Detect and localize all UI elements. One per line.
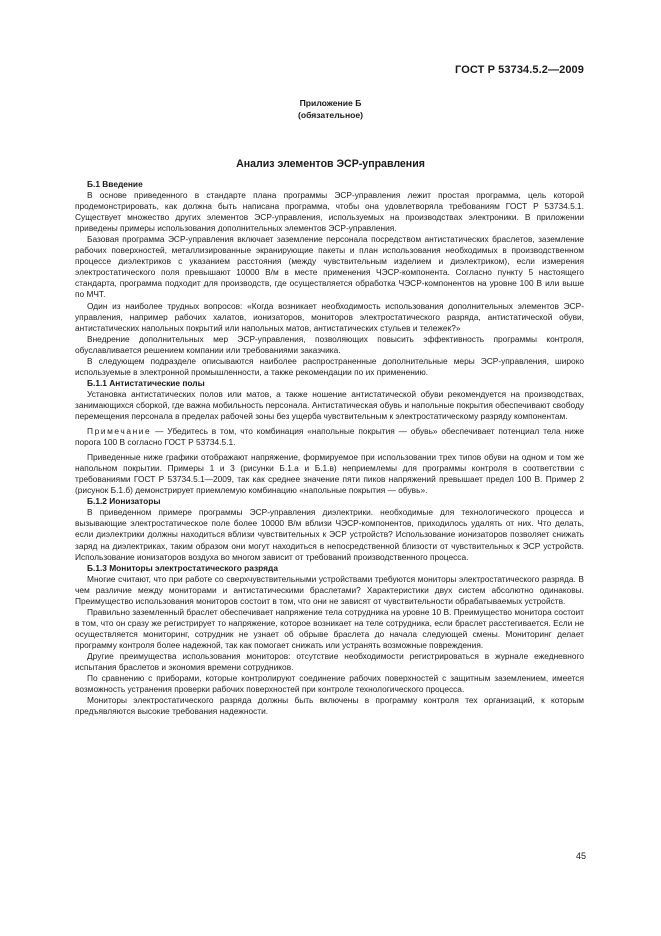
paragraph: Другие преимущества использования мониторов: отсутствие необходимости регистрироваться в журнале ежедневного испытания браслетов и экономия времени сотрудников.: [75, 650, 584, 673]
annex-label: Приложение Б: [299, 98, 362, 108]
standard-code: ГОСТ Р 53734.5.2—2009: [455, 64, 584, 76]
paragraph: В следующем подразделе описываются наиболее распространенные дополнительные меры ЭСР-управления, широко используемые в электронной промышленности, а также рекомендации по их применению.: [75, 355, 584, 377]
paragraph: По сравнению с приборами, которые контролируют соединение рабочих поверхностей с защитным заземлением, имеется возможность устранения проверки рабочих поверхностей при контроле технологического процесса.: [75, 673, 584, 695]
paragraph: Мониторы электростатического разряда должны быть включены в программу контроля тех организаций, к которым предъявляются высокие требования надежности.: [75, 695, 584, 717]
note-label: Примечание: [87, 426, 152, 437]
paragraph: Правильно заземленный браслет обеспечивает напряжение тела сотрудника на уровне 10 В. Преимущество монитора состоит в том, что он сразу же регистрирует то напряжение, которое возникает на теле сотрудника, если браслет расстегивается. Если не осуществляется мониторинг, сотрудник не узнает об обрыве браслета до начала следующей смены. Мониторинг делает программу контроля более надежной, так как помогает снижать или устранять возможные повреждения.: [75, 606, 584, 650]
paragraph: В основе приведенного в стандарте плана программы ЭСР-управления лежит простая программа, цель которой продемонстрировать, как должна быть написана программа, чтобы она удовлетворяла требованиям ГОСТ Р 53734.5.1. Существует множество других элементов ЭСР-управления, используемых на производствах электроники. В приложении приведены примеры использования дополнительных элементов ЭСР-управления.: [75, 190, 584, 234]
document-body: [75, 179, 584, 717]
paragraph: Внедрение дополнительных мер ЭСР-управления, позволяющих повысить эффективность программы контроля, обуславливается решением компании или требованиями заказчика.: [75, 333, 584, 355]
section-heading-b11: Б.1.1 Антистатические полы: [87, 377, 205, 388]
paragraph: Установка антистатических полов или матов, а также ношение антистатической обуви рекомендуется на производствах, занимающихся сборкой, где важна мобильность персонала. Антистатическая обувь и напольные покрытия обеспечивают свободу перемещения персонала в пределах рабочей зоны без ущерба чувствительным к электростатическому разряду компонентам.: [75, 388, 584, 421]
paragraph: Один из наиболее трудных вопросов: «Когда возникает необходимость использования дополнительных элементов ЭСР-управления, например рабочих халатов, ионизаторов, мониторов электростатического разряда, антистатической обуви, антистатических напольных покрытий или напольных матов, антистатических стульев и тележек?»: [75, 300, 584, 333]
paragraph: Многие считают, что при работе со сверхчувствительными устройствами требуются мониторы электростатического разряда. В чем различие между мониторами и антистатическими браслетами? Характеристики двух систем абсолютно одинаковы. Преимущество использования мониторов состоит в том, что они не зависят от чувствительности обрабатываемых устройств.: [75, 573, 584, 606]
paragraph: Приведенные ниже графики отображают напряжение, формируемое при использовании трех типов обуви на одном и том же напольном покрытии. Примеры 1 и 3 (рисунки Б.1.а и Б.1.в) неприемлемы для программы контроля в соответствии с требованиями ГОСТ Р 53734.5.1—2009, так как среднее значение пяти пиков напряжений превышает предел 100 В. Пример 2 (рисунок Б.1.б) демонстрирует приемлемую комбинацию «напольные покрытия — обувь».: [75, 452, 584, 496]
paragraph: В приведенном примере программы ЭСР-управления диэлектрики. необходимые для технологического процесса и вызывающие электростатическое поле более 10000 В/м вблизи ЧЭСР-компонентов, приходилось удалять от них. Что делать, если диэлектрики должны находиться вблизи чувствительных к ЭСР устройств? Использование ионизаторов позволяет снижать заряд на диэлектриках, таким образом они могут находиться в непосредственной близости от чувствительных к ЭСР устройств. Использование ионизаторов воздуха во многом зависит от требований производственного процесса.: [75, 507, 584, 562]
annex-status: (обязательное): [297, 110, 364, 120]
section-heading-b13: Б.1.3 Мониторы электростатического разряда: [87, 562, 278, 573]
paragraph: Базовая программа ЭСР-управления включает заземление персонала посредством антистатических браслетов, заземление рабочих поверхностей, металлизированные экранирующие пакеты и план использования необходимых в производственном процессе диэлектриков с указанием расстояния (между чувствительным изделием и диэлектриком), если измерения электростатического поля превышают 10000 В/м в месте применения ЧЭСР-компонента. Согласно пункту 5 настоящего стандарта, программа подходит для производств, где осуществляется обработка ЧЭСР-компонентов на уровне 100 В или выше по МЧТ.: [75, 234, 584, 300]
section-heading-b12: Б.1.2 Ионизаторы: [87, 496, 161, 507]
section-heading-b1: Б.1 Введение: [87, 179, 143, 189]
page-number: 45: [575, 851, 586, 861]
note: [75, 426, 584, 448]
note-text: — Убедитесь в том, что комбинация «напольные покрытия — обувь» обеспечивает потенциал тела ниже порога 100 В согласно ГОСТ Р 53734.5.1.: [75, 426, 584, 448]
document-title: Анализ элементов ЭСР-управления: [236, 158, 425, 170]
